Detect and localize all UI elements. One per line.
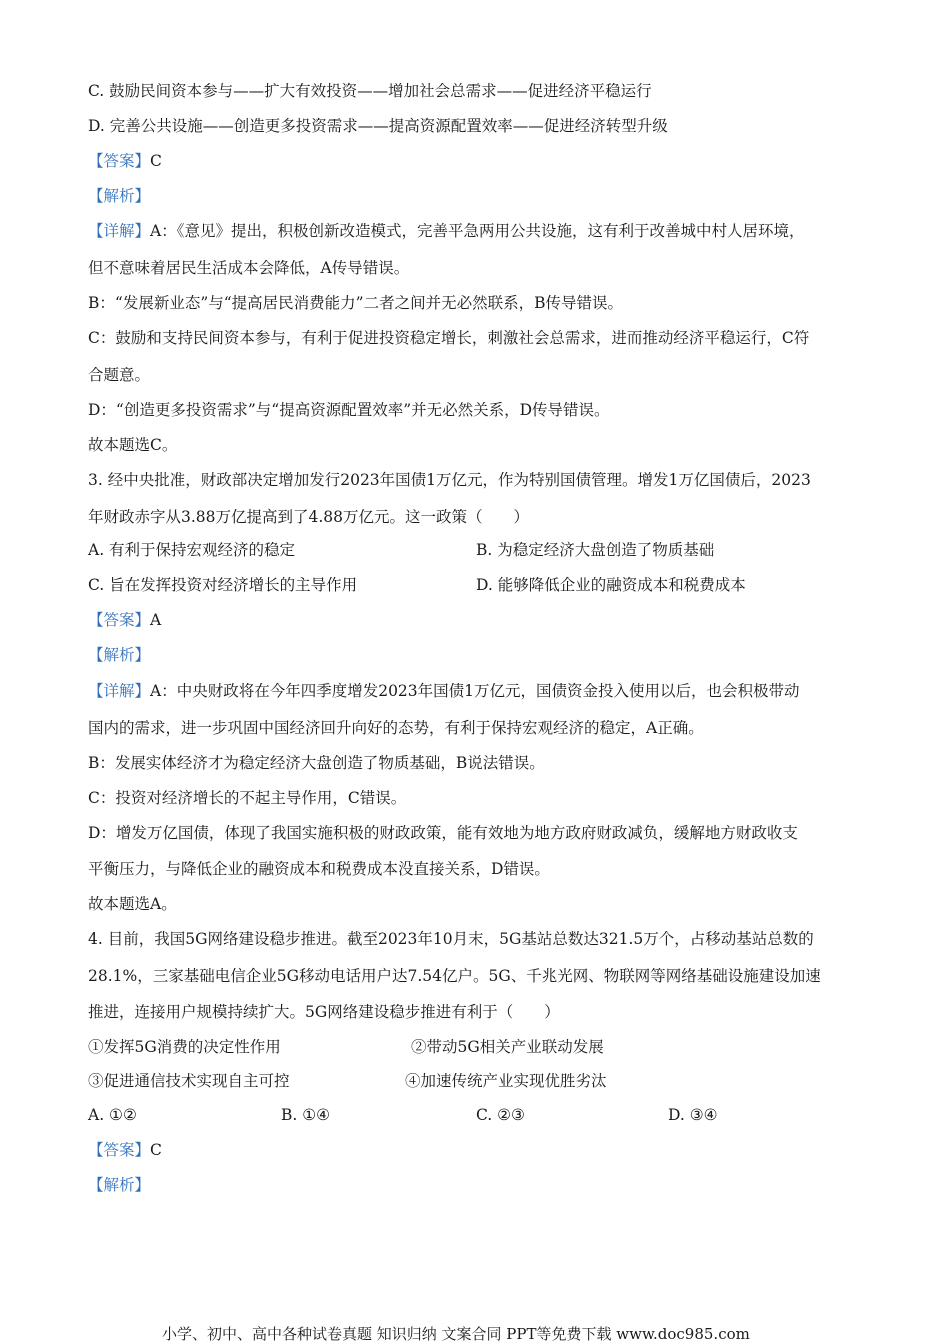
q2-detail-b: B：“发展新业态”与“提高居民消费能力”二者之间并无必然联系，B传导错误。 bbox=[88, 294, 623, 312]
page-footer-ad: 小学、初中、高中各种试卷真题 知识归纳 文案合同 PPT等免费下载 www.doc985.com bbox=[162, 1325, 750, 1343]
q2-option-d: D. 完善公共设施——创造更多投资需求——提高资源配置效率——促进经济转型升级 bbox=[88, 117, 668, 135]
q4-item-1: ①发挥5G消费的决定性作用 bbox=[88, 1038, 281, 1056]
q2-option-c: C. 鼓励民间资本参与——扩大有效投资——增加社会总需求——促进经济平稳运行 bbox=[88, 82, 652, 100]
detail-tag: 【详解】 bbox=[88, 222, 151, 240]
q4-option-a: A. ①② bbox=[88, 1106, 137, 1124]
q4-stem-line3: 推进，连接用户规模持续扩大。5G网络建设稳步推进有利于（ ） bbox=[88, 1003, 560, 1021]
q3-answer-line bbox=[88, 610, 161, 630]
q3-conclusion: 故本题选A。 bbox=[88, 895, 177, 913]
q3-detail-d-line2: 平衡压力，与降低企业的融资成本和税费成本没直接关系，D错误。 bbox=[88, 860, 550, 878]
answer-tag: 【答案】 bbox=[88, 611, 151, 629]
q2-conclusion: 故本题选C。 bbox=[88, 436, 178, 454]
q3-analysis-tag: 【解析】 bbox=[88, 646, 151, 664]
q4-option-c: C. ②③ bbox=[476, 1106, 525, 1124]
q3-option-c: C. 旨在发挥投资对经济增长的主导作用 bbox=[88, 576, 358, 594]
q4-stem-line2: 28.1%，三家基础电信企业5G移动电话用户达7.54亿户。5G、千兆光网、物联网等网络基础设施建设加速 bbox=[88, 967, 821, 985]
q4-stem-line1: 4. 目前，我国5G网络建设稳步推进。截至2023年10月末，5G基站总数达321.5万个，占移动基站总数的 bbox=[88, 930, 814, 948]
q2-analysis-tag: 【解析】 bbox=[88, 187, 151, 205]
q4-analysis-tag: 【解析】 bbox=[88, 1176, 151, 1194]
answer-tag: 【答案】 bbox=[88, 1141, 151, 1159]
q2-detail-a-line2: 但不意味着居民生活成本会降低，A传导错误。 bbox=[88, 259, 410, 277]
q4-option-d: D. ③④ bbox=[668, 1106, 718, 1124]
q3-detail-a-text1: A：中央财政将在今年四季度增发2023年国债1万亿元，国债资金投入使用以后，也会积极带动 bbox=[150, 682, 800, 700]
q2-detail-a-line1 bbox=[88, 221, 804, 241]
q3-detail-a-line1 bbox=[88, 681, 800, 701]
q3-option-a: A. 有利于保持宏观经济的稳定 bbox=[88, 541, 296, 559]
q2-answer-line bbox=[88, 151, 162, 171]
q3-option-d: D. 能够降低企业的融资成本和税费成本 bbox=[476, 576, 746, 594]
q2-detail-c-line2: 合题意。 bbox=[88, 366, 151, 384]
answer-tag: 【答案】 bbox=[88, 152, 151, 170]
q3-detail-d-line1: D：增发万亿国债，体现了我国实施积极的财政政策，能有效地为地方政府财政减负，缓解地方财政收支 bbox=[88, 824, 798, 842]
q2-detail-a-text1: A：《意见》提出，积极创新改造模式，完善平急两用公共设施，这有利于改善城中村人居环境， bbox=[150, 222, 805, 240]
q4-answer: C bbox=[150, 1141, 162, 1159]
q2-detail-c-line1: C：鼓励和支持民间资本参与，有利于促进投资稳定增长，刺激社会总需求，进而推动经济平稳运行，C符 bbox=[88, 329, 810, 347]
q3-detail-b: B：发展实体经济才为稳定经济大盘创造了物质基础，B说法错误。 bbox=[88, 754, 545, 772]
q3-stem-line1: 3. 经中央批准，财政部决定增加发行2023年国债1万亿元，作为特别国债管理。增发1万亿国债后，2023 bbox=[88, 471, 811, 489]
q3-answer: A bbox=[150, 611, 162, 629]
q3-detail-a-line2: 国内的需求，进一步巩固中国经济回升向好的态势，有利于保持宏观经济的稳定，A正确。 bbox=[88, 719, 704, 737]
q3-stem-line2: 年财政赤字从3.88万亿提高到了4.88万亿元。这一政策（ ） bbox=[88, 508, 530, 526]
q4-answer-line bbox=[88, 1140, 162, 1160]
q4-item-3: ③促进通信技术实现自主可控 bbox=[88, 1072, 290, 1090]
q2-detail-d: D：“创造更多投资需求”与“提高资源配置效率”并无必然关系，D传导错误。 bbox=[88, 401, 610, 419]
q2-answer: C bbox=[150, 152, 162, 170]
q4-option-b: B. ①④ bbox=[281, 1106, 331, 1124]
q4-item-2: ②带动5G相关产业联动发展 bbox=[411, 1038, 604, 1056]
q4-item-4: ④加速传统产业实现优胜劣汰 bbox=[405, 1072, 607, 1090]
q3-detail-c: C：投资对经济增长的不起主导作用，C错误。 bbox=[88, 789, 407, 807]
q3-option-b: B. 为稳定经济大盘创造了物质基础 bbox=[476, 541, 715, 559]
detail-tag: 【详解】 bbox=[88, 682, 151, 700]
